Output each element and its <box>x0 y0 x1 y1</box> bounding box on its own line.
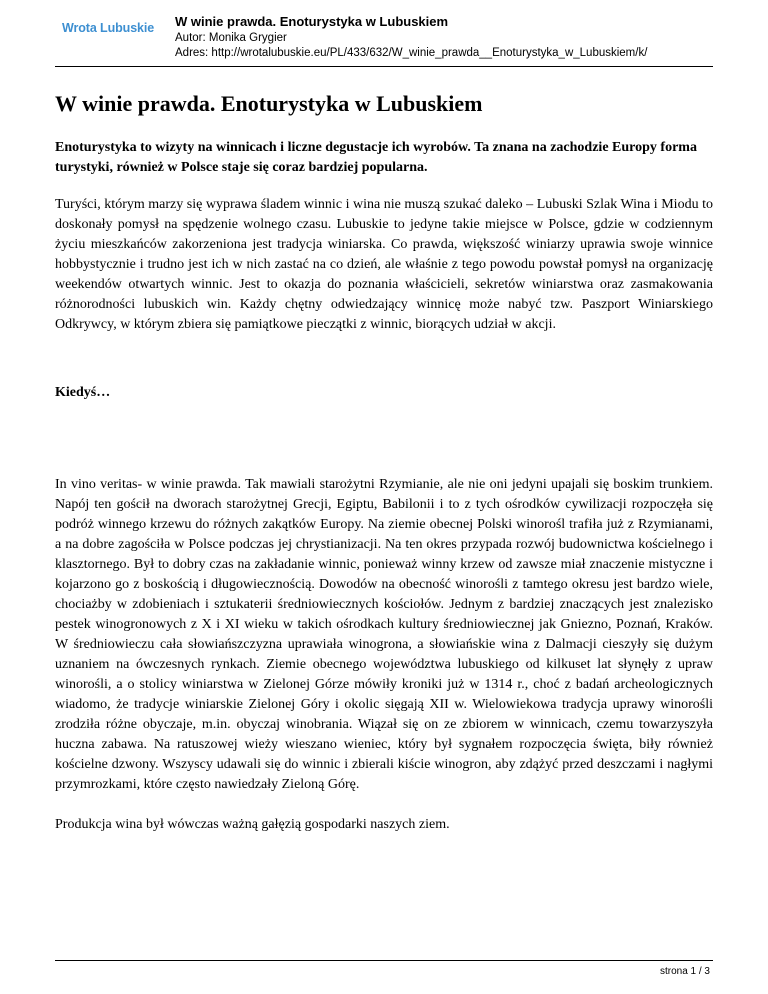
article-lead: Enoturystyka to wizyty na winnicach i liczne degustacje ich wyrobów. Ta znana na zachodzie Europy forma turystyki, również w Polsce staje się coraz bardziej popularna. <box>55 140 697 175</box>
article-title: W winie prawda. Enoturystyka w Lubuskiem <box>55 91 483 116</box>
header-author: Autor: Monika Grygier <box>175 32 287 44</box>
wrota-lubuskie-logo[interactable]: Wrota Lubuskie <box>62 21 155 35</box>
footer-divider <box>55 960 713 961</box>
section-heading: Kiedyś… <box>55 385 111 400</box>
header-divider <box>55 66 713 67</box>
page-header <box>0 0 768 66</box>
paragraph-2: In vino veritas- w winie prawda. Tak mawiali starożytni Rzymianie, ale nie oni jedyni upajali się boskim trunkiem. Napój ten gościł na dworach starożytnej Grecji, Egiptu, Babilonii i to z tych ośrodków cywilizacji rozpoczęła się podróż winnego krzewu do różnych zakątków Europy. Na ziemie obecnej Polski winorośl trafiła już z Rzymianami, a na dobre zagościła w Polsce podczas jej chrystianizacji. Na ten okres przypada rozwój budownictwa kościelnego i klasztornego. Był to dobry czas na zakładanie winnic, ponieważ winny krzew od zawsze miał znaczenie mistyczne i kojarzono go z boskością i długowiecznością. Dowodów na obecność winorośli z tamtego okresu jest bardzo wiele, chociażby w zdobieniach i sztukaterii średniowiecznych kościołów. Jednym z bardziej znaczących jest znalezisko pestek winogronowych z X i XI wieku w takich ośrodkach kultury średniowiecznej jak Gniezno, Poznań, Kraków. W średniowieczu cała słowiańszczyzna uprawiała winogrona, a słowiańskie wina z Dalmacji cieszyły się dużym uznaniem na ówczesnych rynkach. Ziemie obecnego województwa lubuskiego od kilkuset lat słynęły z upraw winorośli, a o stolicy winiarstwa w Zielonej Górze mówiły kroniki już w 1314 r., choć z badań archeologicznych wiadomo, że tradycje winiarskie Zielonej Góry i okolic sięgają XII w. Wielowiekowa tradycja uprawy winorośli zrodziła różne obyczaje, m.in. obyczaj winobrania. Wiązał się on ze zbiorem w winnicach, czemu towarzyszyła huczna zabawa. Na ratuszowej wieży wieszano wieniec, który był sygnałem rozpoczęcia święta, biły również kościelne dzwony. Wszyscy udawali się do winnic i zbierali kiście winogron, aby zdążyć przed deszczami i nagłymi przymrozkami, które często nawiedzały Zieloną Górę. <box>55 477 713 792</box>
header-address[interactable]: Adres: http://wrotalubuskie.eu/PL/433/632/W_winie_prawda__Enoturystyka_w_Lubuskiem/k/ <box>175 47 648 59</box>
paragraph-3: Produkcja wina był wówczas ważną gałęzią gospodarki naszych ziem. <box>55 817 450 832</box>
paragraph-1: Turyści, którym marzy się wyprawa śladem winnic i wina nie muszą szukać daleko – Lubuski Szlak Wina i Miodu to doskonały pomysł na spędzenie wolnego czasu. Lubuskie to jedyne takie miejsce w Polsce, gdzie w codziennym życiu mieszkańców zakorzeniona jest tradycja winiarska. Co prawda, większość winiarzy uprawia swoje winnice hobbystycznie i trudno jest ich w nich zastać na co dzień, ale właśnie z tego powodu powstał pomysł na organizację weekendów otwartych winnic. Jest to okazja do poznania właścicieli, sekretów winiarstwa oraz zasmakowania różnorodności lubuskich win. Każdy chętny odwiedzający winnicę może nabyć tzw. Paszport Winiarskiego Odkrywcy, w którym zbiera się pamiątkowe pieczątki z winnic, biorących udział w akcji. <box>55 197 713 332</box>
header-title: W winie prawda. Enoturystyka w Lubuskiem <box>175 14 449 29</box>
article-body <box>55 90 713 835</box>
page-number: strona 1 / 3 <box>659 966 710 977</box>
